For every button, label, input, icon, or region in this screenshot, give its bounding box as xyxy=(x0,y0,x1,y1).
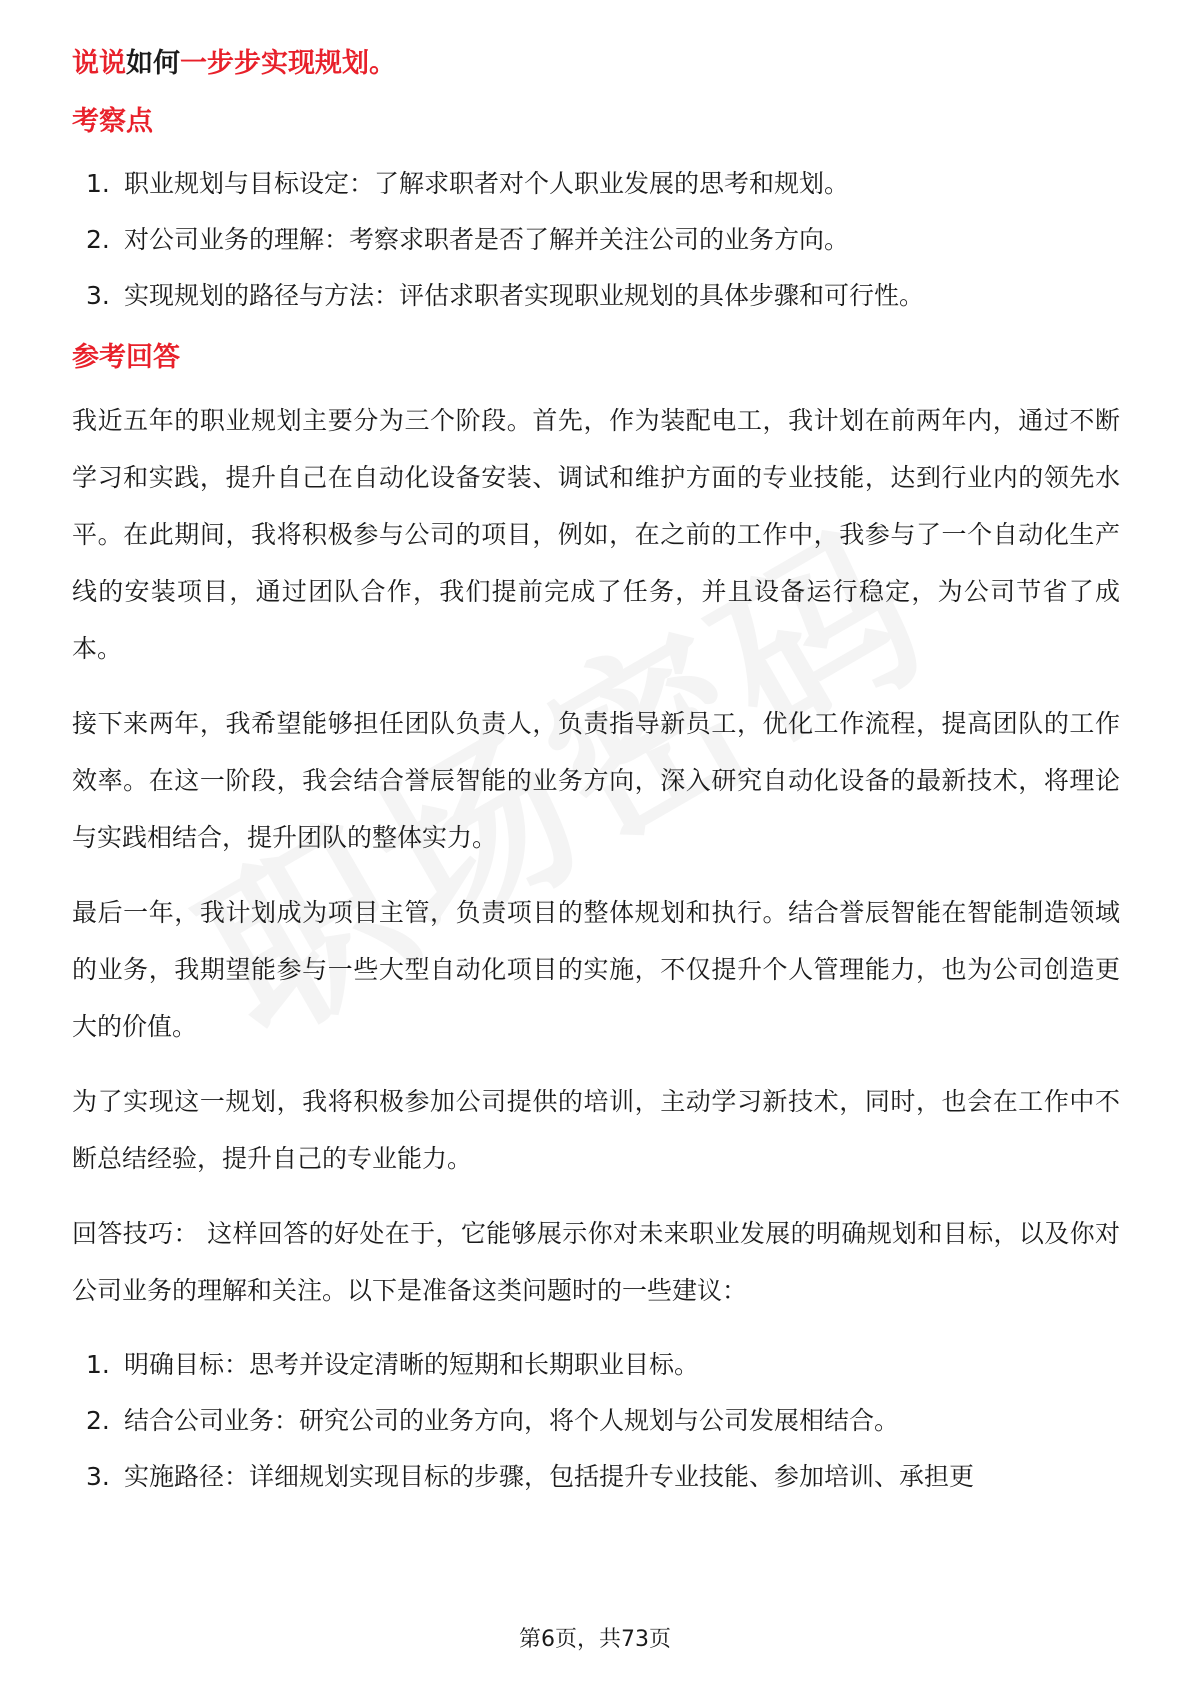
list-item xyxy=(72,1449,1120,1505)
section-heading-reference-answer: 参考回答 xyxy=(72,342,180,373)
answer-paragraph: 为了实现这一规划，我将积极参加公司提供的培训，主动学习新技术，同时，也会在工作中不断总结经验，提升自己的专业能力。 xyxy=(72,1087,1120,1173)
list-text: 对公司业务的理解：考察求职者是否了解并关注公司的业务方向。 xyxy=(124,225,850,254)
exam-points-list xyxy=(72,156,1120,324)
list-item xyxy=(72,268,1120,324)
list-text: 实现规划的路径与方法：评估求职者实现职业规划的具体步骤和可行性。 xyxy=(124,281,925,310)
list-number: 3. xyxy=(86,1462,110,1491)
section-heading-exam-points: 考察点 xyxy=(72,106,153,137)
list-text: 职业规划与目标设定：了解求职者对个人职业发展的思考和规划。 xyxy=(124,169,850,198)
list-number: 1. xyxy=(86,1350,110,1379)
list-number: 1. xyxy=(86,169,110,198)
tips-intro-paragraph: 回答技巧： 这样回答的好处在于，它能够展示你对未来职业发展的明确规划和目标，以及你对公司业务的理解和关注。以下是准备这类问题时的一些建议： xyxy=(72,1219,1120,1305)
list-text: 实施路径：详细规划实现目标的步骤，包括提升专业技能、参加培训、承担更 xyxy=(124,1462,975,1491)
list-number: 2. xyxy=(86,1406,110,1435)
question-title xyxy=(72,42,1120,86)
page-footer: 第6页，共73页 xyxy=(519,1627,671,1652)
document-page xyxy=(72,42,1120,1505)
list-text: 结合公司业务：研究公司的业务方向，将个人规划与公司发展相结合。 xyxy=(124,1406,900,1435)
list-number: 2. xyxy=(86,225,110,254)
list-item xyxy=(72,1393,1120,1449)
question-part-a: 说说 xyxy=(72,48,126,79)
list-item xyxy=(72,156,1120,212)
question-part-c: 一步步实现规划。 xyxy=(180,48,396,79)
list-text: 明确目标：思考并设定清晰的短期和长期职业目标。 xyxy=(124,1350,700,1379)
answer-paragraph: 我近五年的职业规划主要分为三个阶段。首先，作为装配电工，我计划在前两年内，通过不断学习和实践，提升自己在自动化设备安装、调试和维护方面的专业技能，达到行业内的领先水平。在此期间，我将积极参与公司的项目，例如，在之前的工作中，我参与了一个自动化生产线的安装项目，通过团队合作，我们提前完成了任务，并且设备运行稳定，为公司节省了成本。 xyxy=(72,406,1120,663)
list-item xyxy=(72,212,1120,268)
answer-paragraph: 接下来两年，我希望能够担任团队负责人，负责指导新员工，优化工作流程，提高团队的工作效率。在这一阶段，我会结合誉辰智能的业务方向，深入研究自动化设备的最新技术，将理论与实践相结合，提升团队的整体实力。 xyxy=(72,709,1120,852)
list-item xyxy=(72,1337,1120,1393)
question-part-b: 如何 xyxy=(126,48,180,79)
tips-list xyxy=(72,1337,1120,1505)
list-number: 3. xyxy=(86,281,110,310)
answer-paragraph: 最后一年，我计划成为项目主管，负责项目的整体规划和执行。结合誉辰智能在智能制造领域的业务，我期望能参与一些大型自动化项目的实施，不仅提升个人管理能力，也为公司创造更大的价值。 xyxy=(72,898,1120,1041)
